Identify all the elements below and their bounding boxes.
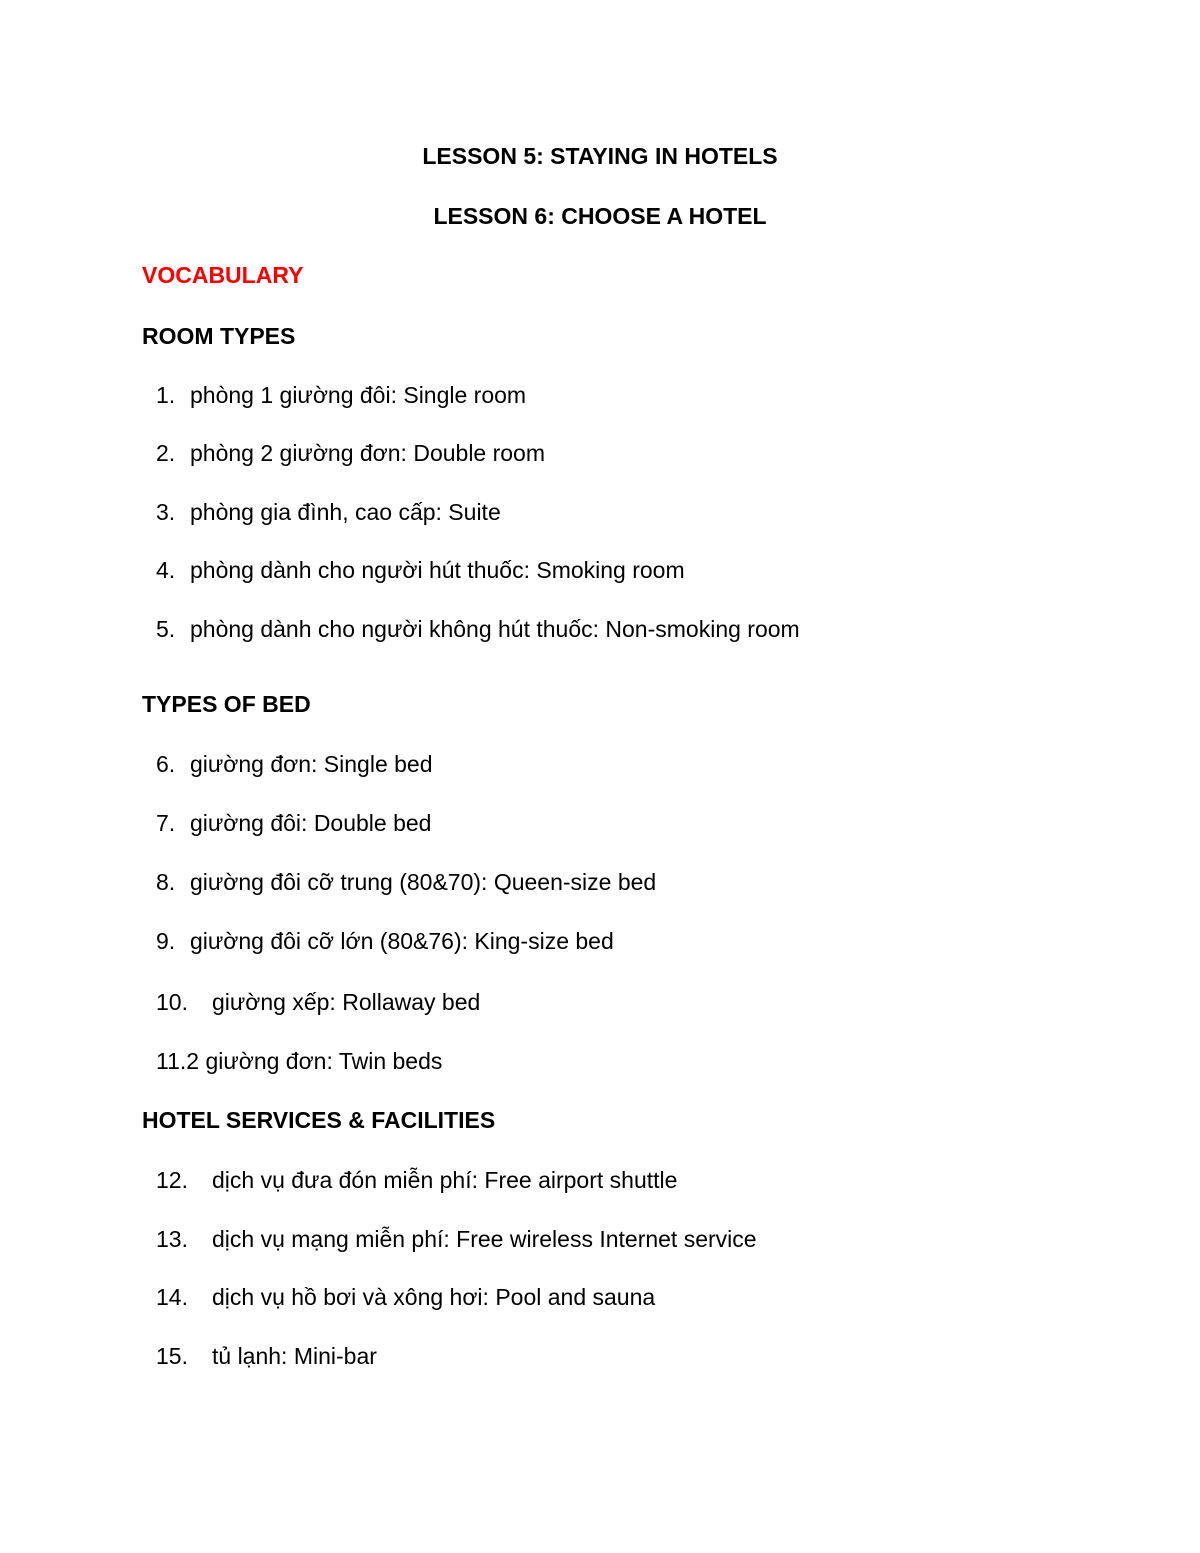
list-item-number: 15. [156, 1343, 188, 1369]
list-item-number: 5. [156, 616, 176, 642]
room-types-heading: ROOM TYPES [142, 323, 296, 349]
list-item-text: phòng 2 giường đơn: Double room [190, 440, 546, 466]
list-item-text: 11.2 giường đơn: Twin beds [156, 1048, 443, 1074]
list-item-text: giường đôi cỡ lớn (80&76): King-size bed [190, 928, 614, 954]
list-item-text: dịch vụ đưa đón miễn phí: Free airport shuttle [212, 1167, 678, 1193]
list-item-text: dịch vụ hồ bơi và xông hơi: Pool and sauna [212, 1284, 656, 1310]
list-item-text: giường đơn: Single bed [190, 751, 433, 777]
list-item-number: 3. [156, 499, 176, 525]
list-item-number: 7. [156, 810, 176, 836]
list-item-number: 1. [156, 382, 176, 408]
list-item-number: 10. [156, 989, 188, 1015]
hotel-services-heading: HOTEL SERVICES & FACILITIES [142, 1107, 496, 1133]
vocabulary-heading: VOCABULARY [142, 262, 304, 288]
list-item-number: 6. [156, 751, 176, 777]
list-item-number: 9. [156, 928, 176, 954]
list-item-number: 2. [156, 440, 176, 466]
list-item-text: tủ lạnh: Mini-bar [212, 1343, 377, 1369]
types-of-bed-heading: TYPES OF BED [142, 691, 311, 717]
lesson-6-title: LESSON 6: CHOOSE A HOTEL [433, 203, 767, 229]
list-item-number: 8. [156, 869, 176, 895]
list-item-number: 14. [156, 1284, 188, 1310]
list-item-text: giường đôi: Double bed [190, 810, 432, 836]
list-item-number: 12. [156, 1167, 188, 1193]
list-item-text: giường xếp: Rollaway bed [212, 989, 481, 1015]
list-item-text: phòng gia đình, cao cấp: Suite [190, 499, 501, 525]
list-item-text: phòng dành cho người không hút thuốc: Non-smoking room [190, 616, 800, 642]
list-item-text: phòng 1 giường đôi: Single room [190, 382, 527, 408]
lesson-5-title: LESSON 5: STAYING IN HOTELS [422, 143, 778, 169]
list-item-number: 4. [156, 557, 176, 583]
list-item-text: dịch vụ mạng miễn phí: Free wireless Internet service [212, 1226, 757, 1252]
list-item-text: phòng dành cho người hút thuốc: Smoking room [190, 557, 685, 583]
list-item-number: 13. [156, 1226, 188, 1252]
list-item-text: giường đôi cỡ trung (80&70): Queen-size bed [190, 869, 657, 895]
